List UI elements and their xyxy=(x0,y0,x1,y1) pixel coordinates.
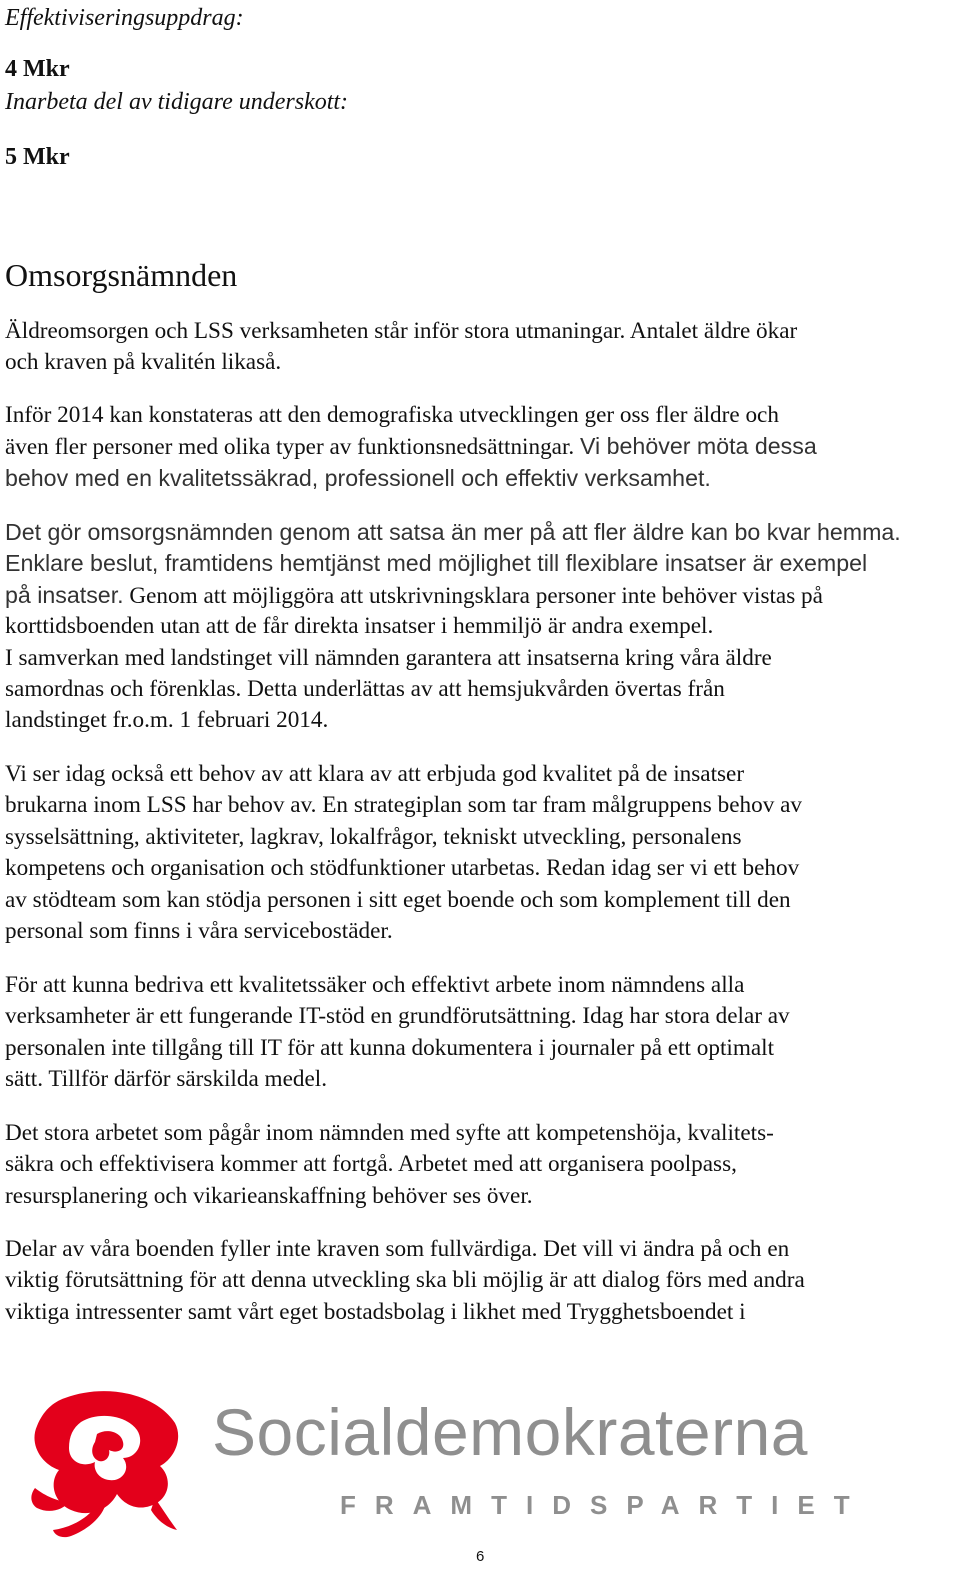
paragraph-text: Det vill vi ändra på och en xyxy=(543,1236,790,1262)
paragraph-text: En strategiplan som tar fram målgruppens behov av xyxy=(322,792,802,819)
paragraph-line: och kraven på kvalitén likaså. xyxy=(5,349,282,376)
rose-shape xyxy=(31,1391,178,1537)
paragraph-5 xyxy=(5,970,957,1096)
paragraph-text: även fler personer med olika typer av funktionsnedsättningar. xyxy=(5,434,575,461)
paragraph-line: Det gör omsorgsnämnden genom att satsa än mer på att fler äldre kan bo kvar hemma. xyxy=(5,519,901,545)
section-label-efficiency: Effektiviseringsuppdrag: xyxy=(5,5,244,31)
paragraph-text: Redan idag ser vi ett behov xyxy=(546,855,800,882)
paragraph-line: landstinget fr.o.m. 1 februari 2014. xyxy=(5,707,329,734)
paragraph-text: verksamheter är ett fungerande IT-stöd en grundförutsättning. xyxy=(5,1003,577,1030)
paragraph-line: Enklare beslut, framtidens hemtjänst med möjlighet till flexiblare insatser är exempel xyxy=(5,550,868,577)
paragraph-line: Inför 2014 kan konstateras att den demografiska utvecklingen ger oss fler äldre och xyxy=(5,402,779,428)
paragraph-line: resursplanering och vikarieanskaffning behöver ses över. xyxy=(5,1182,533,1209)
paragraph-line: personal som finns i våra servicebostäder. xyxy=(5,917,393,944)
paragraph-line xyxy=(5,1001,957,1032)
paragraph-1 xyxy=(5,316,957,379)
paragraph-text-sans: Vi behöver möta dessa xyxy=(580,433,817,460)
deficit-amount: 5 Mkr xyxy=(5,144,70,170)
paragraph-line xyxy=(5,853,957,884)
paragraph-text: kompetens och organisation och stödfunktioner utarbetas. xyxy=(5,855,541,882)
paragraph-line: För att kunna bedriva ett kvalitetssäker och effektivt arbete inom nämndens alla xyxy=(5,972,745,998)
paragraph-text-sans: på insatser. xyxy=(5,581,124,608)
paragraph-line: I samverkan med landstinget vill nämnden garantera att insatserna kring våra äldre xyxy=(5,644,772,671)
paragraph-line: Vi ser idag också ett behov av att klara av att erbjuda god kvalitet på de insatser xyxy=(5,761,745,787)
paragraph-text: samordnas och förenklas. xyxy=(5,675,242,702)
paragraph-line: Äldreomsorgen och LSS verksamheten står inför stora utmaningar. Antalet äldre ökar xyxy=(5,318,798,344)
party-logo xyxy=(0,1378,960,1548)
paragraph-line: Det stora arbetet som pågår inom nämnden med syfte att kompetenshöja, kvalitets- xyxy=(5,1120,774,1146)
paragraph-3 xyxy=(5,517,957,737)
paragraph-line: behov med en kvalitetssäkrad, professionell och effektiv verksamhet. xyxy=(5,464,711,491)
paragraph-text: säkra och effektivisera kommer att fortgå. xyxy=(5,1151,394,1178)
paragraph-text: Genom att möjliggöra att utskrivningsklara personer inte behöver vistas på xyxy=(129,582,823,609)
paragraph-line xyxy=(5,580,957,611)
paragraph-text: Delar av våra boenden fyller inte kraven som fullvärdiga. xyxy=(5,1236,538,1262)
brand-slogan: FRAMTIDSPARTIET xyxy=(340,1490,869,1520)
rose-icon xyxy=(5,1378,195,1548)
paragraph-2 xyxy=(5,400,957,494)
paragraph-line: personalen inte tillgång till IT för att kunna dokumentera i journaler på ett optimalt xyxy=(5,1034,775,1061)
paragraph-line: sätt. Tillför därför särskilda medel. xyxy=(5,1066,327,1093)
paragraph-line: viktiga intressenter samt vårt eget bostadsbolag i likhet med Trygghetsboendet i xyxy=(5,1298,746,1325)
paragraph-text: brukarna inom LSS har behov av. xyxy=(5,792,317,819)
paragraph-line xyxy=(5,1149,957,1180)
section-title: Omsorgsnämnden xyxy=(5,257,238,293)
paragraph-line: viktig förutsättning för att denna utveckling ska bli möjlig är att dialog förs med andra xyxy=(5,1267,805,1294)
paragraph-line xyxy=(5,431,957,462)
page-number: 6 xyxy=(476,1548,485,1565)
paragraph-6 xyxy=(5,1118,957,1212)
paragraph-line: av stödteam som kan stödja personen i sitt eget boende och som komplement till den xyxy=(5,886,791,913)
paragraph-line xyxy=(5,1234,957,1265)
paragraph-line: korttidsboenden utan att de får direkta insatser i hemmiljö är andra exempel. xyxy=(5,613,714,640)
paragraph-line xyxy=(5,674,957,705)
paragraph-text: Arbetet med att organisera poolpass, xyxy=(397,1151,737,1178)
paragraph-4 xyxy=(5,759,957,947)
paragraph-line: sysselsättning, aktiviteter, lagkrav, lokalfrågor, tekniskt utveckling, personalens xyxy=(5,823,742,850)
paragraph-line xyxy=(5,790,957,821)
paragraph-7 xyxy=(5,1234,957,1328)
paragraph-text: Detta underlättas av att hemsjukvården övertas från xyxy=(247,675,725,702)
section-label-deficit: Inarbeta del av tidigare underskott: xyxy=(5,89,349,115)
efficiency-amount: 4 Mkr xyxy=(5,56,70,82)
brand-name: Socialdemokraterna xyxy=(212,1395,808,1469)
paragraph-text: Idag har stora delar av xyxy=(582,1003,790,1030)
